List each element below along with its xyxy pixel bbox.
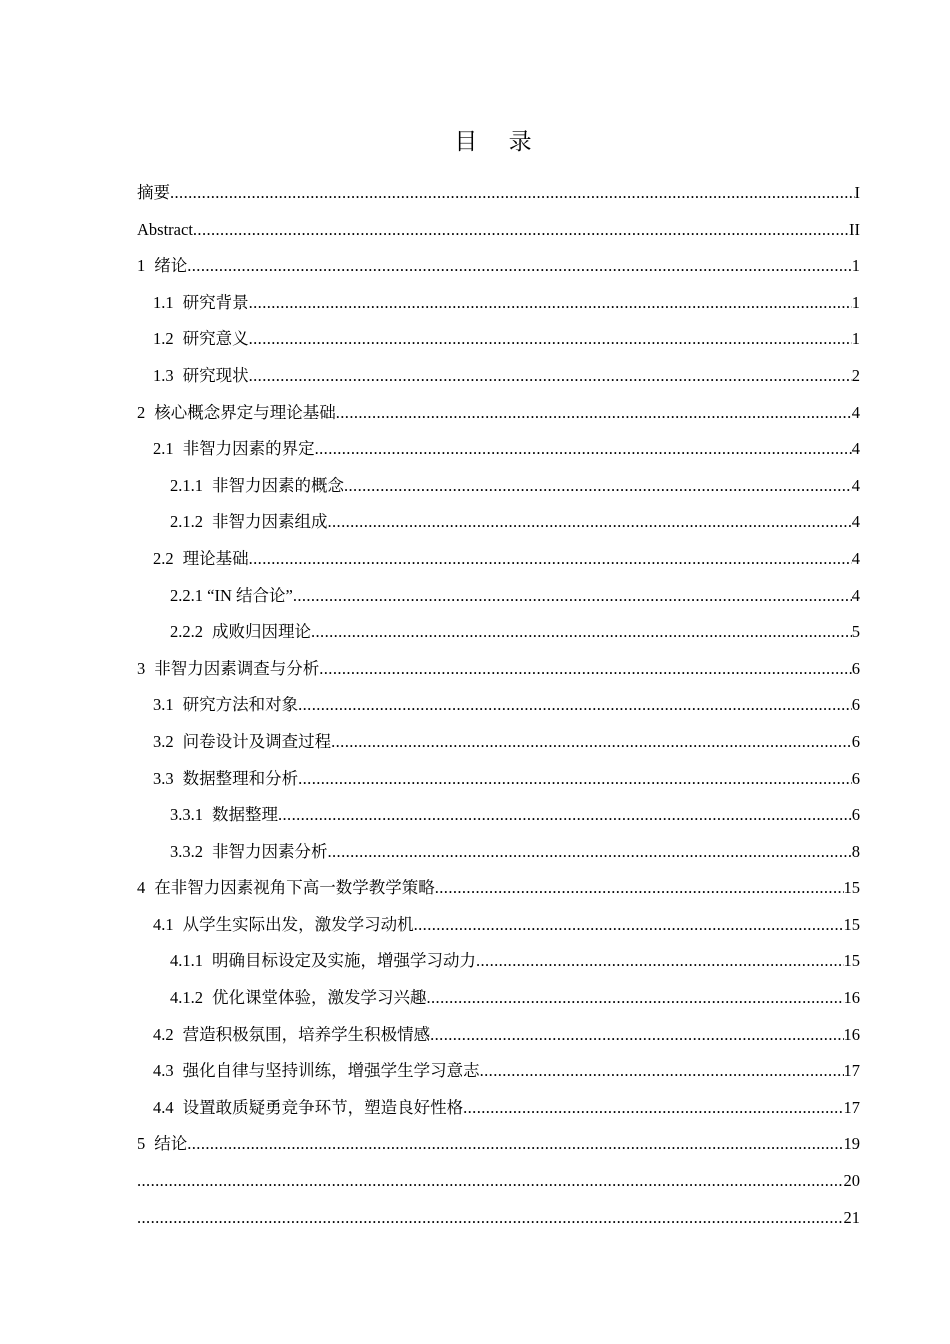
toc-entry-title: 在非智力因素视角下高一数学教学策略 — [154, 878, 435, 898]
toc-entry[interactable] — [137, 834, 860, 871]
toc-entry[interactable] — [137, 321, 860, 358]
dot-leader — [249, 321, 852, 358]
toc-entry-title: 结论 — [154, 1134, 188, 1154]
dot-leader — [427, 980, 844, 1017]
toc-entry[interactable] — [137, 541, 860, 578]
toc-entry-page-number: 16 — [843, 988, 860, 1008]
toc-entry[interactable] — [137, 761, 860, 798]
toc-entry[interactable] — [137, 175, 860, 212]
dot-leader — [137, 1200, 844, 1237]
toc-entry-number: 4.1.1 — [170, 951, 203, 971]
toc-entry-page-number: I — [854, 183, 860, 202]
toc-entry-title: 明确目标设定及实施，增强学习动力 — [212, 951, 476, 971]
toc-entry-number: 1.2 — [153, 329, 174, 349]
toc-entry-number: 1.1 — [153, 292, 174, 312]
toc-entry-title: 数据整理 — [212, 805, 278, 825]
toc-entry-title: 设置敢质疑勇竞争环节，塑造良好性格 — [182, 1097, 464, 1117]
dot-leader — [435, 870, 844, 907]
toc-entry[interactable] — [137, 1053, 860, 1090]
toc-entry-page-number: 4 — [851, 402, 860, 422]
toc-entry[interactable] — [137, 1126, 860, 1163]
toc-entry-title: 2.2.1 “IN 结合论” — [170, 585, 293, 605]
toc-entry-number: 3.1 — [153, 695, 174, 715]
toc-entry-title: 研究方法和对象 — [182, 695, 299, 715]
toc-entry-number: 4 — [137, 878, 146, 898]
toc-entry-page-number: 15 — [843, 878, 860, 898]
toc-entry[interactable] — [137, 285, 860, 322]
dot-leader — [311, 614, 852, 651]
toc-entry-page-number: 4 — [851, 475, 860, 495]
dot-leader — [328, 834, 852, 871]
toc-entry-number: 1 — [137, 256, 146, 276]
toc-entry-number: 4.2 — [153, 1024, 174, 1044]
dot-leader — [187, 248, 852, 285]
toc-entry-page-number: 2 — [851, 365, 860, 385]
toc-entry-title: 非智力因素的界定 — [182, 439, 315, 459]
dot-leader — [187, 1126, 843, 1163]
toc-entry-title: 摘要 — [137, 183, 170, 202]
toc-entry[interactable] — [137, 1090, 860, 1127]
toc-entry-title: Abstract — [137, 219, 193, 239]
table-of-contents — [137, 175, 860, 1236]
toc-entry-number: 3.3.2 — [170, 841, 203, 861]
toc-entry[interactable] — [137, 980, 860, 1017]
toc-entry[interactable] — [137, 358, 860, 395]
dot-leader — [344, 468, 852, 505]
dot-leader — [293, 578, 852, 615]
toc-entry-page-number: 21 — [843, 1207, 860, 1227]
dot-leader — [278, 797, 852, 834]
dot-leader — [331, 724, 852, 761]
dot-leader — [463, 1090, 843, 1127]
toc-entry-page-number: 4 — [851, 585, 860, 605]
toc-entry-page-number: 16 — [843, 1024, 860, 1044]
toc-entry[interactable] — [137, 943, 860, 980]
toc-entry[interactable] — [137, 651, 860, 688]
toc-entry-title: 非智力因素分析 — [212, 841, 328, 861]
dot-leader — [336, 395, 852, 432]
toc-entry-page-number: 15 — [843, 951, 860, 971]
toc-entry-title: 优化课堂体验，激发学习兴趣 — [212, 988, 427, 1008]
dot-leader — [170, 175, 855, 212]
toc-entry[interactable] — [137, 395, 860, 432]
toc-entry-number: 5 — [137, 1134, 146, 1154]
toc-entry[interactable] — [137, 797, 860, 834]
toc-entry-number: 2.1 — [153, 439, 174, 459]
toc-entry-title: 非智力因素的概念 — [212, 475, 344, 495]
toc-entry-page-number: 6 — [851, 731, 860, 751]
toc-entry-title: 研究现状 — [182, 365, 249, 385]
toc-entry-page-number: 19 — [843, 1134, 860, 1154]
toc-entry-number: 2.1.1 — [170, 475, 203, 495]
toc-entry[interactable] — [137, 248, 860, 285]
toc-entry-page-number: 15 — [843, 914, 860, 934]
toc-entry-title: 强化自律与坚持训练，增强学生学习意志 — [182, 1061, 480, 1081]
toc-entry[interactable] — [137, 870, 860, 907]
toc-entry-page-number: 1 — [851, 329, 860, 349]
toc-entry-page-number: 4 — [851, 512, 860, 532]
dot-leader — [298, 761, 852, 798]
toc-entry[interactable] — [137, 578, 860, 615]
toc-entry[interactable] — [137, 1163, 860, 1200]
dot-leader — [430, 1017, 843, 1054]
dot-leader — [137, 1163, 844, 1200]
toc-entry-title: 理论基础 — [182, 548, 249, 568]
toc-entry-page-number: 6 — [851, 768, 860, 788]
toc-entry-page-number: 17 — [843, 1097, 860, 1117]
toc-entry-page-number: II — [849, 219, 860, 239]
toc-entry-number: 4.1 — [153, 914, 174, 934]
toc-entry-page-number: 6 — [851, 658, 860, 678]
toc-entry[interactable] — [137, 212, 860, 249]
dot-leader — [476, 943, 844, 980]
toc-entry-page-number: 8 — [851, 841, 860, 861]
toc-entry-page-number: 5 — [851, 622, 860, 642]
toc-entry-number: 2.2.2 — [170, 622, 203, 642]
toc-entry-title: 研究背景 — [182, 292, 249, 312]
toc-entry-number: 3.3 — [153, 768, 174, 788]
toc-entry-title: 数据整理和分析 — [182, 768, 299, 788]
dot-leader — [480, 1053, 844, 1090]
toc-entry[interactable] — [137, 1017, 860, 1054]
toc-entry-title: 从学生实际出发，激发学习动机 — [182, 914, 414, 934]
toc-entry[interactable] — [137, 431, 860, 468]
toc-entry-title: 营造积极氛围，培养学生积极情感 — [182, 1024, 431, 1044]
toc-entry-page-number: 20 — [843, 1171, 860, 1191]
dot-leader — [249, 541, 852, 578]
toc-entry-title: 绪论 — [154, 256, 188, 276]
toc-entry-title: 非智力因素调查与分析 — [154, 658, 320, 678]
toc-entry-number: 2.1.2 — [170, 512, 203, 532]
toc-entry-page-number: 6 — [851, 805, 860, 825]
toc-entry-number: 2 — [137, 402, 146, 422]
toc-entry-page-number: 1 — [851, 292, 860, 312]
toc-entry-title: 成败归因理论 — [212, 622, 311, 642]
toc-entry-page-number: 6 — [851, 695, 860, 715]
toc-entry-number: 4.1.2 — [170, 988, 203, 1008]
toc-entry-title: 研究意义 — [182, 329, 249, 349]
toc-entry[interactable] — [137, 504, 860, 541]
dot-leader — [414, 907, 844, 944]
toc-entry-title: 问卷设计及调查过程 — [182, 731, 332, 751]
toc-entry[interactable] — [137, 724, 860, 761]
dot-leader — [328, 504, 852, 541]
toc-entry-number: 1.3 — [153, 365, 174, 385]
dot-leader — [315, 431, 852, 468]
toc-entry-number: 2.2 — [153, 548, 174, 568]
toc-entry-title: 核心概念界定与理论基础 — [154, 402, 336, 422]
toc-entry-number: 3.3.1 — [170, 805, 203, 825]
toc-entry[interactable] — [137, 614, 860, 651]
toc-entry[interactable] — [137, 687, 860, 724]
toc-entry-title: 非智力因素组成 — [212, 512, 328, 532]
toc-entry-page-number: 17 — [843, 1061, 860, 1081]
toc-entry[interactable] — [137, 907, 860, 944]
dot-leader — [249, 285, 852, 322]
toc-entry-number: 3.2 — [153, 731, 174, 751]
toc-entry-number: 4.4 — [153, 1097, 174, 1117]
toc-entry-number: 4.3 — [153, 1061, 174, 1081]
toc-entry-page-number: 4 — [851, 439, 860, 459]
dot-leader — [193, 212, 849, 249]
toc-entry-number: 3 — [137, 658, 146, 678]
dot-leader — [319, 651, 852, 688]
toc-entry[interactable] — [137, 468, 860, 505]
dot-leader — [298, 687, 852, 724]
dot-leader — [249, 358, 852, 395]
toc-entry[interactable] — [137, 1200, 860, 1237]
toc-title: 目 录 — [454, 129, 544, 155]
toc-entry-page-number: 4 — [851, 548, 860, 568]
toc-entry-page-number: 1 — [851, 256, 860, 276]
